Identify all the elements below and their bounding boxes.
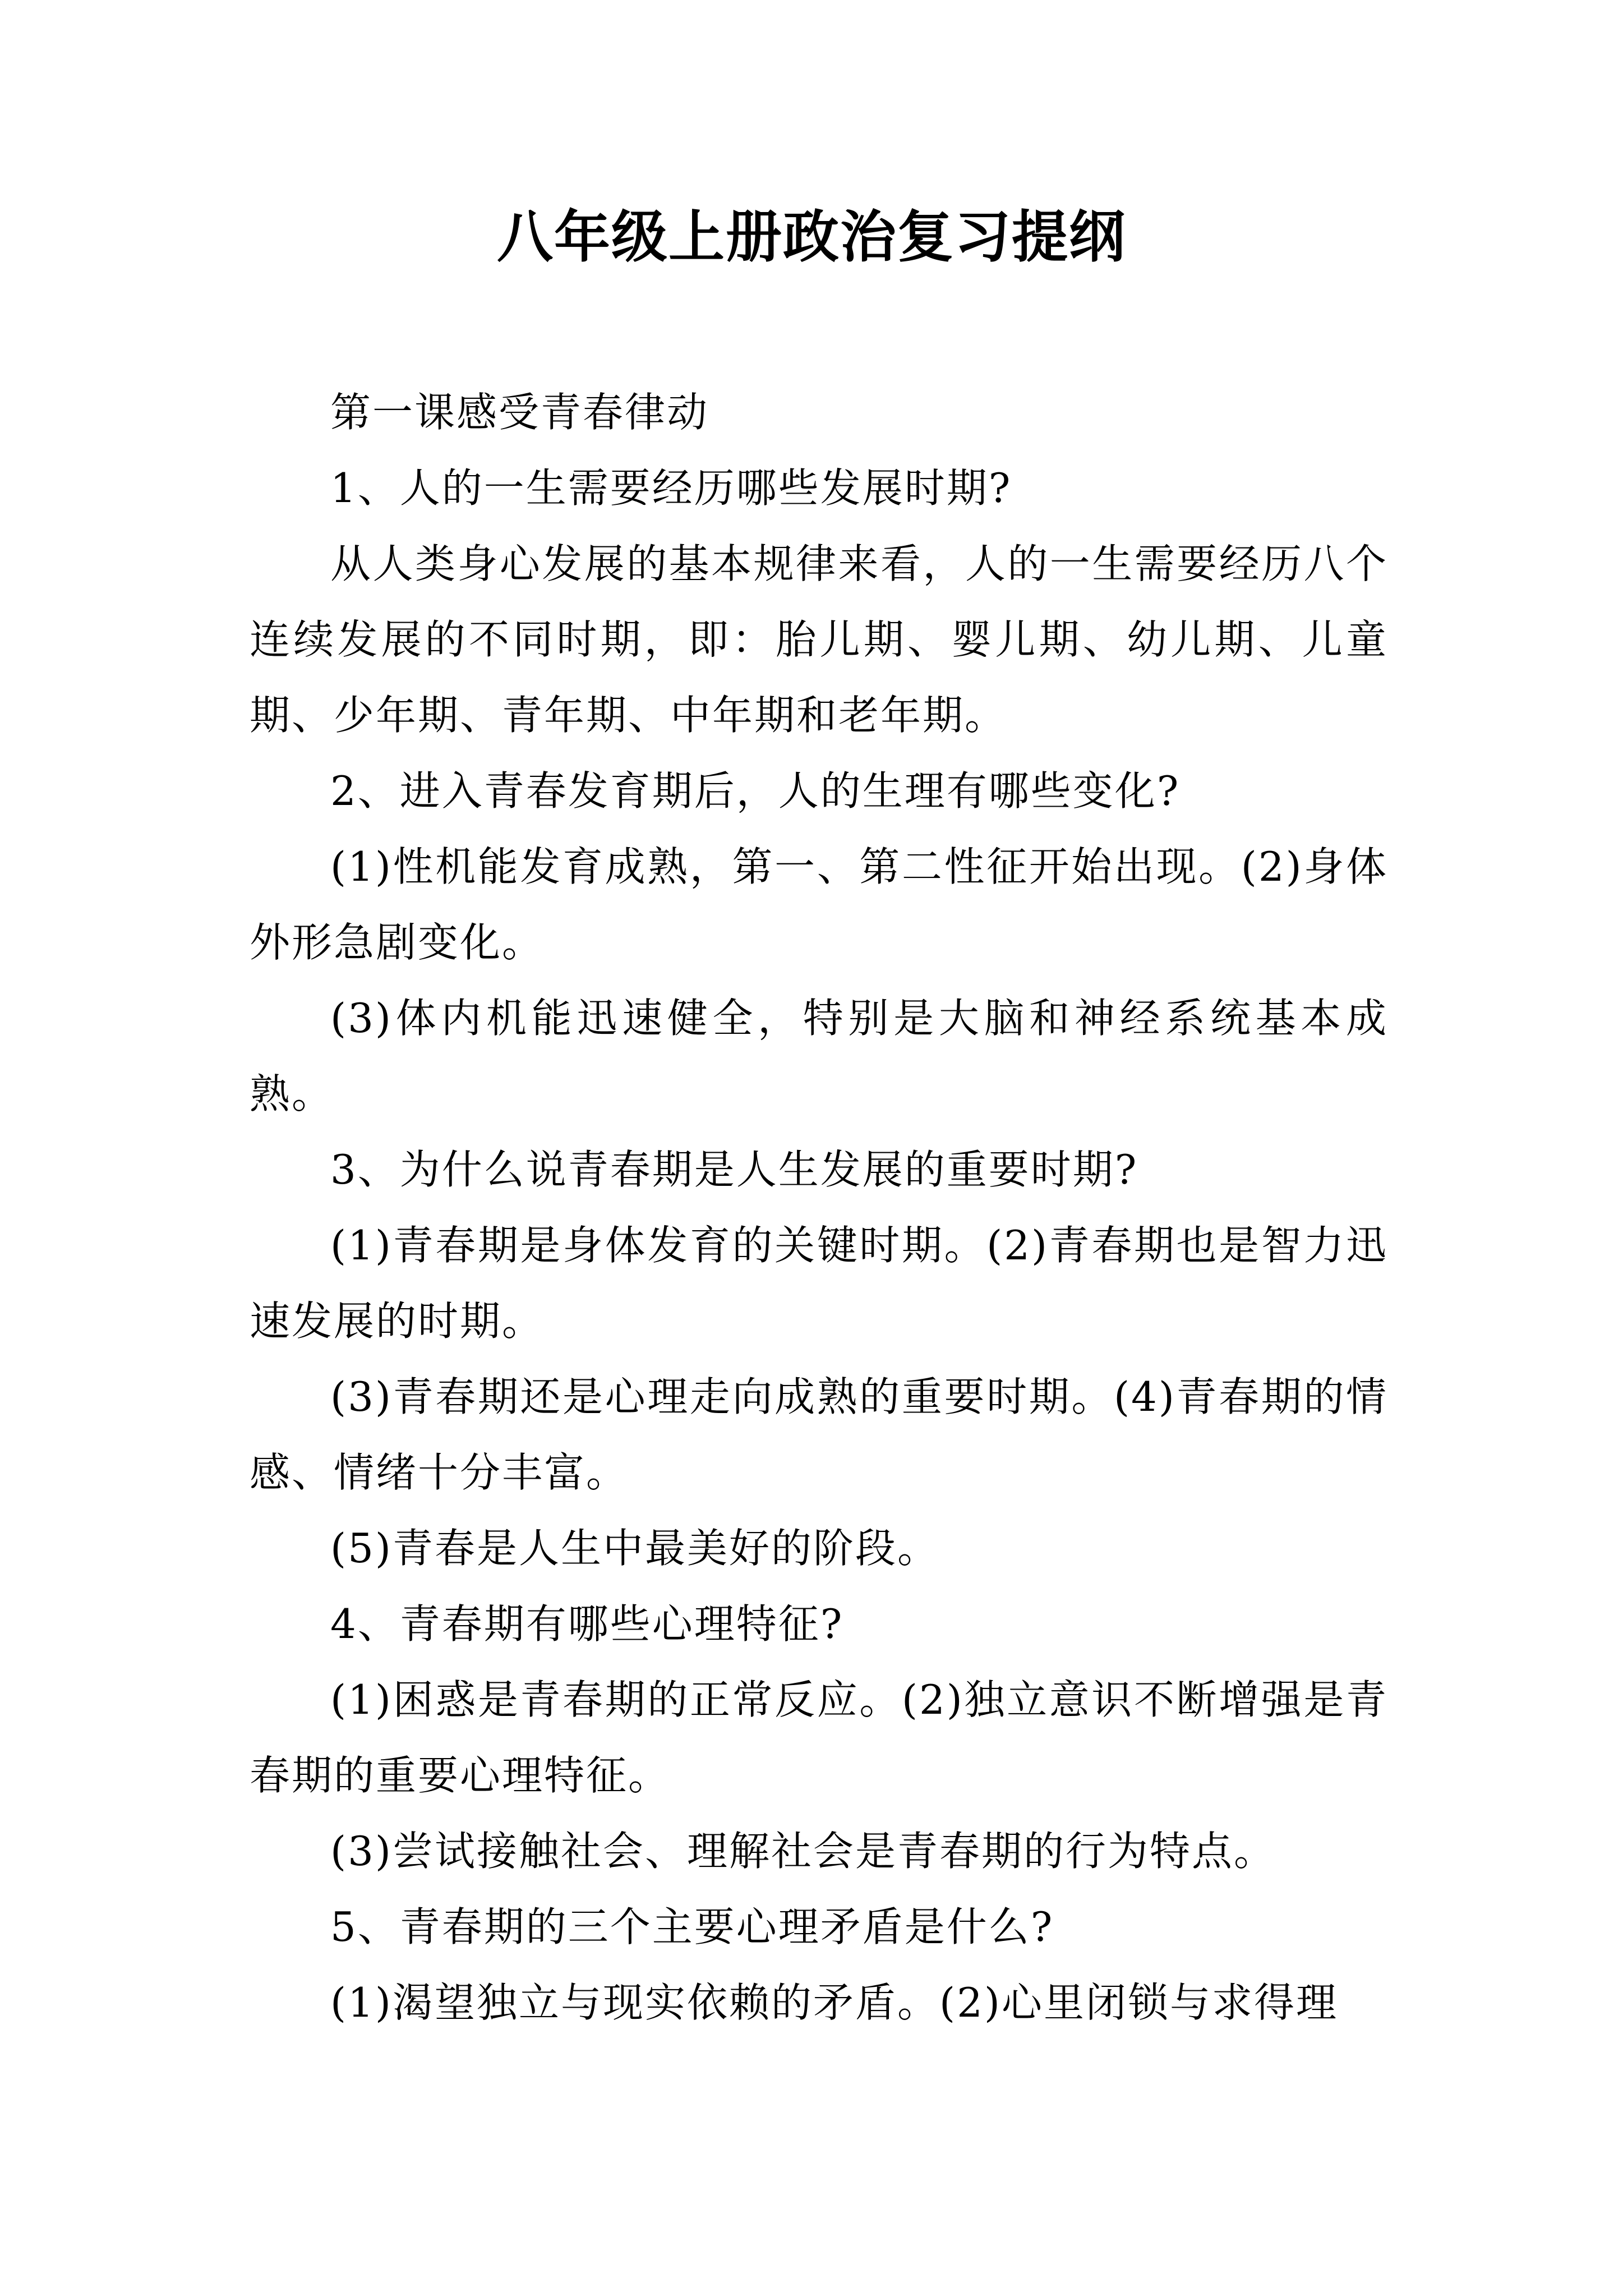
paragraph: (5)青春是人生中最美好的阶段。 (330, 1525, 939, 1572)
paragraph: (1)青春期是身体发育的关键时期。(2)青春期也是智力迅速发展的时期。 (250, 1222, 1388, 1345)
paragraph: (3)尝试接触社会、理解社会是青春期的行为特点。 (330, 1828, 1276, 1875)
paragraph: (3)青春期还是心理走向成熟的重要时期。(4)青春期的情感、情绪十分丰富。 (250, 1373, 1388, 1496)
paragraph: (3)体内机能迅速健全，特别是大脑和神经系统基本成熟。 (250, 995, 1388, 1117)
document-title: 八年级上册政治复习提纲 (497, 204, 1126, 270)
paragraph: 从人类身心发展的基本规律来看，人的一生需要经历八个连续发展的不同时期，即：胎儿期、婴儿期、幼儿期、儿童期、少年期、青年期、中年期和老年期。 (250, 540, 1388, 739)
paragraph: (1)渴望独立与现实依赖的矛盾。(2)心里闭锁与求得理 (330, 1979, 1338, 2026)
paragraph: 5、青春期的三个主要心理矛盾是什么? (330, 1903, 1054, 1950)
paragraph: 3、为什么说青春期是人生发展的重要时期? (330, 1146, 1138, 1193)
paragraph: (1)性机能发育成熟，第一、第二性征开始出现。(2)身体外形急剧变化。 (250, 843, 1388, 966)
paragraph: 第一课感受青春律动 (330, 389, 709, 436)
paragraph: 1、人的一生需要经历哪些发展时期? (330, 464, 1012, 512)
document-body (250, 375, 1388, 2041)
paragraph: 4、青春期有哪些心理特征? (330, 1600, 844, 1648)
paragraph: 2、进入青春发育期后，人的生理有哪些变化? (330, 767, 1181, 815)
paragraph: (1)困惑是青春期的正常反应。(2)独立意识不断增强是青春期的重要心理特征。 (250, 1676, 1388, 1799)
